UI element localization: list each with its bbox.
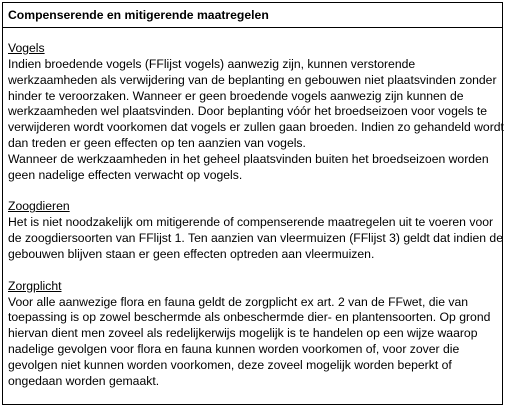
paragraph-line: ongedaan worden gemaakt. — [8, 373, 160, 388]
paragraph-line: Wanneer de werkzaamheden in het geheel plaatsvinden buiten het broedseizoen worden — [8, 151, 489, 166]
paragraph-line: hinder te veroorzaken. Wanneer er geen broedende vogels aanwezig zijn kunnen de — [8, 88, 464, 103]
document-frame — [2, 2, 503, 405]
paragraph-line: gebouwen blijven staan er geen effecten optreden aan vleermuizen. — [8, 246, 375, 261]
paragraph-line: Indien broedende vogels (FFlijst vogels) aanwezig zijn, kunnen verstorende — [8, 56, 416, 71]
title-cell — [3, 3, 502, 28]
section-vogels — [8, 41, 504, 184]
paragraph-line: verwijderen wordt voorkomen dat vogels er zullen gaan broeden. Indien zo gehandeld wordt — [8, 120, 504, 135]
section-heading-zoogdieren: Zoogdieren — [8, 199, 70, 214]
section-zorgplicht — [8, 279, 500, 390]
paragraph-line: geen nadelige effecten verwacht op vogels. — [8, 167, 243, 182]
paragraph-line: werkzaamheden als verwijdering van de beplanting en gebouwen niet plaatsvinden zonder — [8, 72, 497, 87]
paragraph-line: de zoogdiersoorten van FFlijst 1. Ten aanzien van vleermuizen (FFlijst 3) geldt dat indien de — [8, 231, 503, 246]
paragraph-line: gevolgen niet kunnen worden voorkomen, deze zoveel mogelijk worden beperkt of — [8, 357, 452, 372]
paragraph-line: werkzaamheden wel plaatsvinden. Door beplanting vóór het broedseizoen voor vogels te — [8, 104, 487, 119]
document-body — [8, 41, 504, 390]
paragraph-line: nadelige gevolgen voor flora en fauna kunnen worden voorkomen of, voor zover die — [8, 342, 460, 357]
section-zoogdieren — [8, 199, 503, 262]
paragraph-line: Voor alle aanwezige flora en fauna geldt de zorgplicht ex art. 2 van de FFwet, die van — [8, 294, 469, 309]
paragraph-line: hiervan dient men zoveel als redelijkerwijs mogelijk is te handelen op een wijze waarop — [8, 326, 478, 341]
paragraph-line: Het is niet noodzakelijk om mitigerende of compenserende maatregelen uit te voeren voor — [8, 215, 494, 230]
paragraph-line: toepassing is op zowel beschermde als onbeschermde dier- en plantensoorten. Op grond — [8, 310, 491, 325]
paragraph-line: dan treden er geen effecten op ten aanzien van vogels. — [8, 136, 306, 151]
section-heading-zorgplicht: Zorgplicht — [8, 278, 62, 293]
section-heading-vogels: Vogels — [8, 41, 45, 55]
document-title: Compenserende en mitigerende maatregelen — [8, 8, 269, 22]
